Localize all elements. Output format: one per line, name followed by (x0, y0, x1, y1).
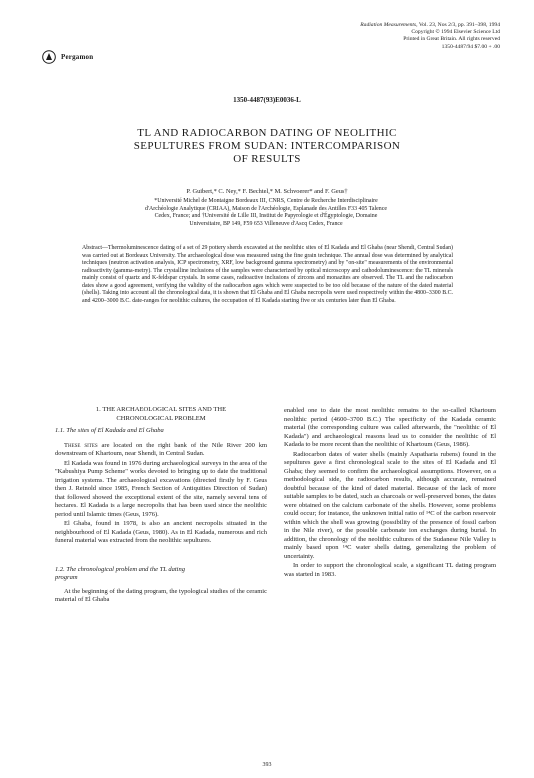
title-line: TL AND RADIOCARBON DATING OF NEOLITHIC (137, 127, 397, 139)
subsection-heading-line: 1.2. The chronological problem and the TL dating (55, 565, 185, 573)
journal-name: Radiation Measurements (360, 22, 417, 28)
affiliation-line: d'Archéologie Analytique (CRIAA), Maison de l'Archéologie, Esplanade des Antilles F33 405 Talence (145, 205, 387, 212)
paragraph: Radiocarbon dates of water shells (mainly Aspatharia rubens) found in the sepultures gave a first chronological scale to the sites of El Kadada and El Ghaba; they seemed to confirm the archaeological assumptions. However, on a methodological side, the radiocarbon results, although accurate, remained doubtful because of the kind of dated material. Because of the lack of more suitable samples to be dated, such as charcoals or well-preserved bones, the dates were obtained on the calcium carbonate of the shells. However, some problems could occur; for instance, the unknown initial ratio of ¹⁴C of the carbon reservoir within which the shell was growing (possibility of the presence of fossil carbon in the Nile river), or the possible carbonate ion exchanges during burial. In addition, the chronology of the neolithic cultures of the Sudanese Nile Valley is mainly based upon ¹⁴C water shells dating, generalizing the problem of uncertainty. (284, 450, 496, 560)
right-column (284, 407, 496, 580)
publisher-name: Pergamon (61, 53, 94, 61)
paragraph-text: are located on the right bank of the Nile River 200 km downstream of Khartoum, near Shendi, in Central Sudan. (55, 441, 267, 457)
price-line: 1350-4487/94 $7.00 + .00 (441, 43, 500, 50)
paragraph: El Kadada was found in 1976 during archaeological surveys in the area of the "Kabushiya Pump Scheme" works devoted to bringing up to date the traditional irrigation systems. The archaeological excavations (directed firstly by F. Geus then J. Reinold since 1985, French Section of Antiquities Direction of Sudan) that followed showed the exceptional extent of the site, namely several tens of hectares. El Kadada is a large necropolis that has been used since the neolithic period until Islamic times (Geus, 1976). (55, 459, 267, 518)
page-number: 393 (262, 762, 272, 768)
paragraph (55, 442, 267, 459)
journal-volume: , Vol. 23, Nos 2/3, pp. 391–398, 1994 (416, 22, 500, 28)
author-list: P. Guibert,* C. Ney,* F. Bechtel,* M. Schvoerer* and F. Geus† (186, 188, 348, 195)
abstract-lead: Abstract (82, 245, 102, 251)
subsection-heading-line: program (55, 574, 78, 581)
title-line: SEPULTURES FROM SUDAN: INTERCOMPARISON (133, 140, 401, 152)
title-line: OF RESULTS (233, 153, 301, 165)
paragraph: enabled one to date the most neolithic remains to the so-called Khartoum neolithic period (4600–3700 B.C.) The specificity of the Kadada ceramic material (the corresponding culture was called afterwards, the "neolithic of El Kadada") and archaeological reasons lead us to consider the neolithic of El Kadada to be more recent than the neolithic of Khartoum (Geus, 1986). (284, 407, 496, 448)
section-heading-line: CHRONOLOGICAL PROBLEM (116, 414, 206, 422)
publisher-logo (42, 50, 93, 64)
printed-line: Printed in Great Britain. All rights reserved (403, 36, 500, 43)
article-title (70, 127, 464, 166)
subsection-heading (55, 566, 267, 583)
left-column (55, 406, 267, 606)
paragraph: At the beginning of the dating program, the typological studies of the ceramic material of El Ghaba (55, 587, 267, 603)
section-heading-line: 1. THE ARCHAEOLOGICAL SITES AND THE (95, 406, 227, 413)
subsection-heading: 1.1. The sites of El Kadada and El Ghaba (55, 427, 164, 434)
paragraph: El Ghaba, found in 1978, is also an ancient necropolis situated in the neighbourhood of El Kadada (Geus, 1980). As in El Kadada, numerous and rich funeral material was extracted from the neolithic sepultures. (55, 520, 267, 544)
section-heading (55, 406, 267, 423)
doc-code: 1350-4487(93)E0036-L (233, 96, 301, 104)
abstract (82, 245, 453, 305)
copyright-line: Copyright © 1994 Elsevier Science Ltd (411, 29, 500, 36)
pergamon-logo-icon (42, 50, 56, 64)
paragraph-lead: These sites (64, 441, 98, 449)
paragraph: In order to support the chronological scale, a significant TL dating program was started in 1983. (284, 562, 496, 578)
affiliation-line: Universitaire, BP 149, F59 653 Villeneuve d'Ascq Cedex, France (189, 220, 343, 227)
journal-info (260, 22, 500, 51)
affiliation-line: Cedex, France; and †Université de Lille III, Institut de Papyrologie et d'Égyptologie, Domaine (154, 213, 378, 220)
affiliations (82, 198, 450, 228)
affiliation-line: *Université Michel de Montaigne Bordeaux III, CNRS, Centre de Recherche Interdisciplinaire (154, 198, 378, 204)
abstract-text: —Thermoluminescence dating of a set of 29 pottery sherds excavated at the neolithic sites of El Kadada and El Ghaba (near Shendi, Central Sudan) was carried out at Bordeaux University. The archaeological dose was measured using the fine grain technique. The annual dose was determined by analytical techniques (neutron activation analysis, ICP spectrometry, XRF, low background gamma spectrometry) and by "on-site" measurements of the environmental radioactivity (gamma-metry). The crystalline inclusions of the samples were characterized by optical microscopy and cathodoluminescence: the TL minerals mainly consist of quartz and K-feldspar crystals. In some cases, radioactive inclusions of zircons and monazites are observed. The TL and the radiocarbon dates show a good agreement, verifying the validity of the radiocarbon ages which were suspected to be too old because of the nature of the dated material (shells). Taking into account all the chronological data, it is shown that El Ghaba and El Ghaba necropolis were used respectively within the 4800–3300 B.C. and 4200–3000 B.C. date-ranges for neolithic cultures, the occupation of El Kadada starting five or six centuries later than El Ghaba. (82, 245, 453, 304)
